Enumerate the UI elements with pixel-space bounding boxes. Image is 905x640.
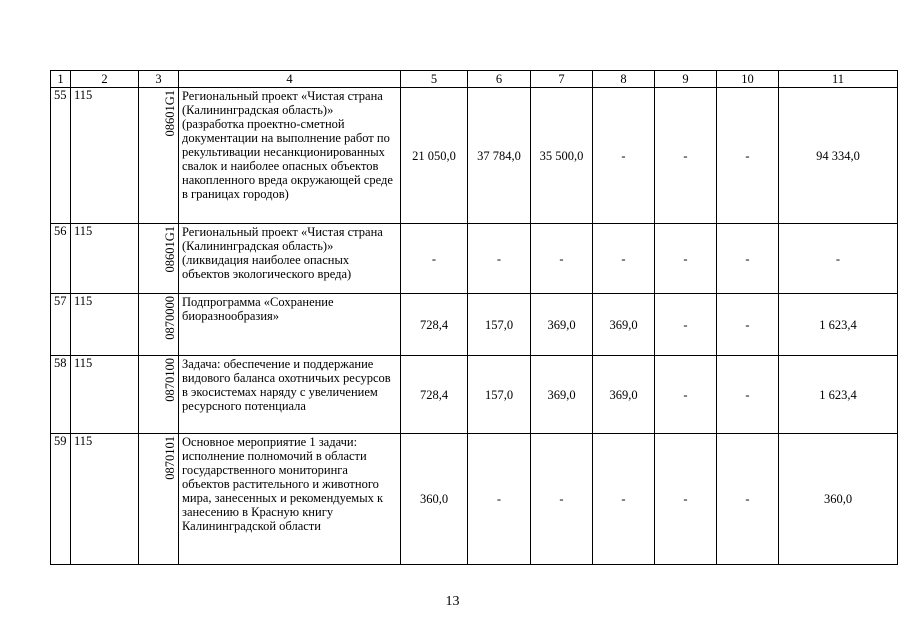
row-code: 0870100 (163, 358, 177, 402)
row-number: 58 (51, 356, 71, 434)
cell-value: 35 500,0 (531, 88, 593, 224)
header-cell: 3 (139, 71, 179, 88)
cell-value: - (717, 356, 779, 434)
cell-value: - (717, 434, 779, 565)
code-cell (139, 356, 179, 434)
cell-value: - (593, 224, 655, 294)
cell-value: - (655, 356, 717, 434)
cell-value: 369,0 (531, 356, 593, 434)
code-cell (139, 88, 179, 224)
cell-value: - (468, 224, 531, 294)
cell-value: 369,0 (593, 356, 655, 434)
header-cell: 11 (779, 71, 898, 88)
cell-value: 369,0 (531, 294, 593, 356)
cell-value: 157,0 (468, 294, 531, 356)
table-row (51, 224, 898, 294)
cell-value: - (717, 88, 779, 224)
row-description: Основное мероприятие 1 задачи: исполнение полномочий в области государственного мониторинга объектов растительного и животного мира, занесенных и рекомендуемых к занесению в Красную книгу Калининградской области (179, 434, 401, 565)
cell-total: 360,0 (779, 434, 898, 565)
header-cell: 1 (51, 71, 71, 88)
row-code: 0870101 (163, 436, 177, 480)
cell-total: - (779, 224, 898, 294)
cell-value: - (468, 434, 531, 565)
cell-value: 369,0 (593, 294, 655, 356)
header-cell: 5 (401, 71, 468, 88)
cell-value: - (717, 294, 779, 356)
table-row (51, 294, 898, 356)
cell-total: 1 623,4 (779, 356, 898, 434)
header-cell: 9 (655, 71, 717, 88)
cell-value: - (531, 434, 593, 565)
header-cell: 4 (179, 71, 401, 88)
header-cell: 2 (71, 71, 139, 88)
row-code: 08601G1 (163, 226, 177, 273)
cell-value: 728,4 (401, 294, 468, 356)
row-description: Задача: обеспечение и поддержание видового баланса охотничьих ресурсов в экосистемах наряду с увеличением ресурсного потенциала (179, 356, 401, 434)
cell-value: - (717, 224, 779, 294)
cell-value: - (593, 434, 655, 565)
header-cell: 6 (468, 71, 531, 88)
header-row (51, 71, 898, 88)
row-number: 55 (51, 88, 71, 224)
cell-col2: 115 (71, 434, 139, 565)
row-code: 08601G1 (163, 90, 177, 137)
cell-col2: 115 (71, 294, 139, 356)
row-description: Подпрограмма «Сохранение биоразнообразия» (179, 294, 401, 356)
cell-value: - (401, 224, 468, 294)
row-code: 0870000 (163, 296, 177, 340)
cell-value: - (593, 88, 655, 224)
code-cell (139, 294, 179, 356)
cell-value: - (655, 88, 717, 224)
cell-value: - (655, 434, 717, 565)
row-description: Региональный проект «Чистая страна (Калининградская область)» (разработка проектно-сметной документации на выполнение работ по рекультивации несанкционированных свалок и наиболее опасных объектов накопленного вреда окружающей среде в границах городов) (179, 88, 401, 224)
budget-table (50, 70, 898, 565)
cell-value: - (655, 294, 717, 356)
cell-col2: 115 (71, 224, 139, 294)
row-number: 57 (51, 294, 71, 356)
row-number: 59 (51, 434, 71, 565)
cell-total: 94 334,0 (779, 88, 898, 224)
code-cell (139, 434, 179, 565)
page-number: 13 (445, 594, 460, 609)
cell-value: 728,4 (401, 356, 468, 434)
header-cell: 7 (531, 71, 593, 88)
table-row (51, 356, 898, 434)
cell-col2: 115 (71, 356, 139, 434)
row-number: 56 (51, 224, 71, 294)
table-row (51, 88, 898, 224)
cell-value: 360,0 (401, 434, 468, 565)
header-cell: 10 (717, 71, 779, 88)
row-description: Региональный проект «Чистая страна (Калининградская область)» (ликвидация наиболее опасных объектов экологического вреда) (179, 224, 401, 294)
cell-col2: 115 (71, 88, 139, 224)
cell-value: 37 784,0 (468, 88, 531, 224)
code-cell (139, 224, 179, 294)
cell-value: - (531, 224, 593, 294)
cell-value: - (655, 224, 717, 294)
cell-value: 21 050,0 (401, 88, 468, 224)
cell-value: 157,0 (468, 356, 531, 434)
cell-total: 1 623,4 (779, 294, 898, 356)
header-cell: 8 (593, 71, 655, 88)
table-row (51, 434, 898, 565)
